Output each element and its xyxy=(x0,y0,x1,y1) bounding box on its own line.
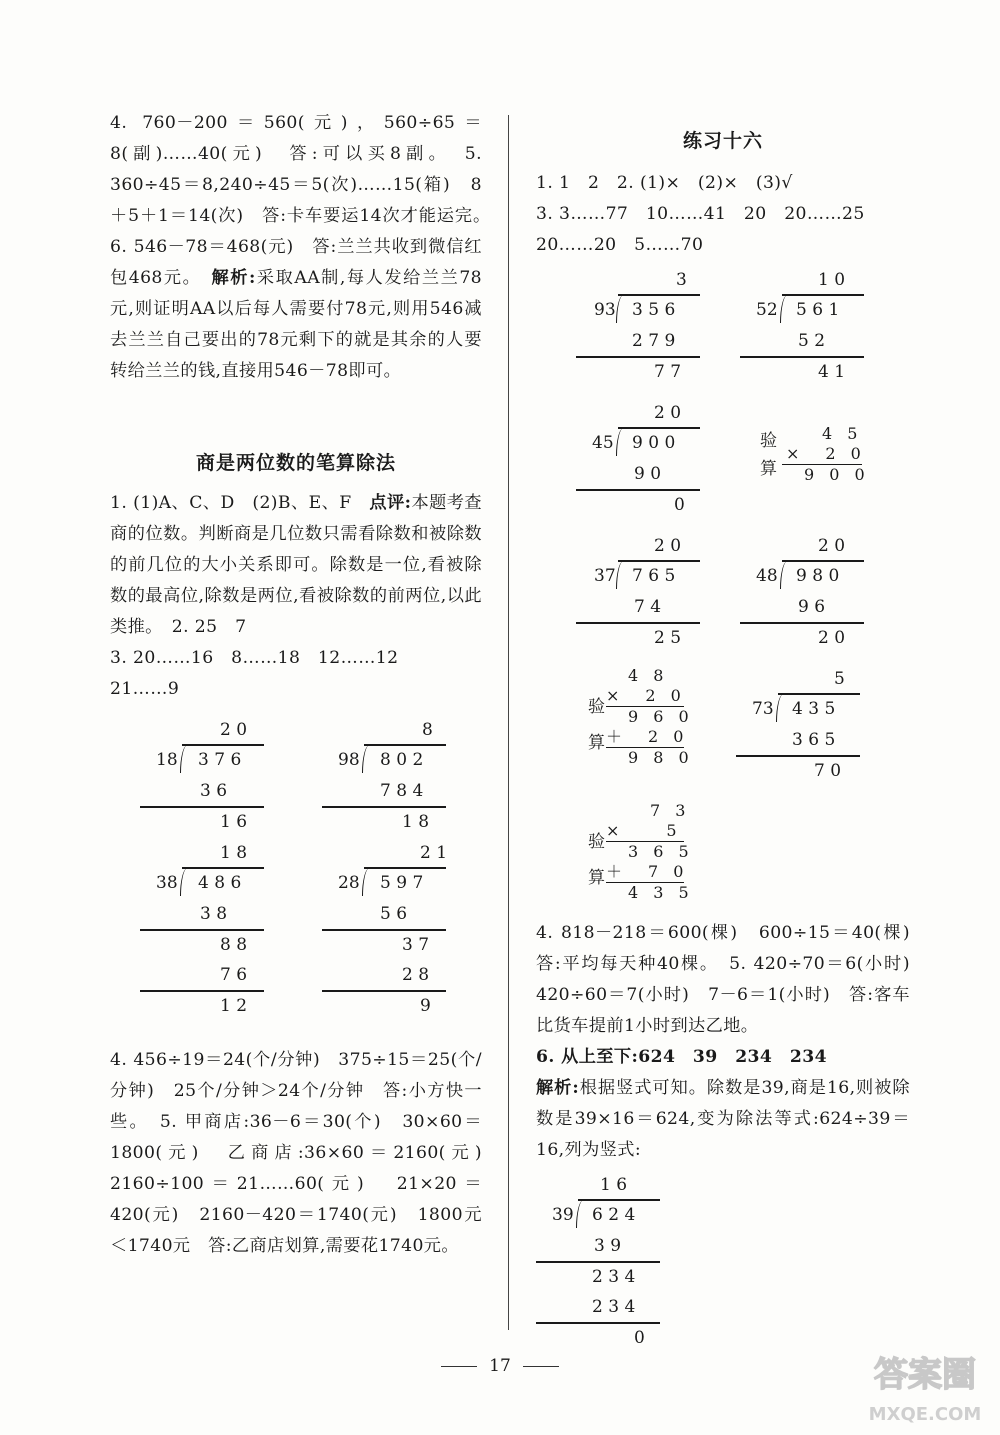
quotient: 2 0 xyxy=(654,403,682,423)
answer-line-6: 6. 从上至下:624 39 234 234 xyxy=(536,1047,827,1067)
long-division xyxy=(740,531,870,661)
subtrahend: 9 6 xyxy=(798,597,826,617)
right-column xyxy=(536,108,928,1356)
answer-paragraph-4: 4. 456÷19＝24(个/分钟) 375÷15＝25(个/分钟) 25个/分钟＞24个/分钟 答:小方快一些。 5. 甲商店:36－6＝30(个) 30×60＝1800(元) 乙商店:36×60＝2160(元) 2160÷100＝21……60(元) 21×20＝420(元) 2160－420＝1740(元) 1800元＜1740元 答:乙商店划算,需要花1740元。 xyxy=(110,1050,500,1256)
divisor: 18 xyxy=(156,750,178,770)
subtrahend: 3 6 5 xyxy=(792,730,836,750)
factor: 4 8 xyxy=(628,666,669,685)
analysis-label: 解析: xyxy=(536,1078,580,1098)
answer-line-3: 3. 20……16 8……18 12……12 xyxy=(110,648,399,668)
answer-paragraph-2 xyxy=(110,488,482,643)
long-division xyxy=(322,838,452,1028)
watermark-url: MXQE.COM xyxy=(868,1404,982,1425)
page-number-text: 17 xyxy=(489,1356,511,1376)
watermark-logo xyxy=(860,1340,990,1430)
dividend: 3 7 6 xyxy=(198,750,242,770)
subtrahend: 2 3 4 xyxy=(592,1297,636,1317)
verify-label: 算 xyxy=(588,868,605,888)
column-divider xyxy=(508,115,509,1330)
remainder: 7 0 xyxy=(814,761,842,781)
comment-text: 本题考查商的位数。判断商是几位数只需看除数和被除数的前几位的大小关系即可。除数是一位,看被除数的最高位,除数是两位,看被除数的前两位,以此类推。 2. 25 7 xyxy=(110,493,482,637)
product: 3 6 5 xyxy=(628,842,694,861)
remainder: 1 2 xyxy=(220,996,248,1016)
long-division xyxy=(736,664,866,794)
partial-remainder: 3 7 xyxy=(402,935,430,955)
answer-paragraph-4: 4. 818－218＝600(棵) 600÷15＝40(棵) 答:平均每天种40棵。 5. 420÷70＝6(小时) 420÷60＝7(小时) 7－6＝1(小时) 答:客车比货车提前1小时到达乙地。 xyxy=(536,923,928,1036)
dividend: 6 2 4 xyxy=(592,1205,636,1225)
verification xyxy=(760,426,870,496)
subtrahend: 3 9 xyxy=(594,1236,622,1256)
verification xyxy=(588,666,698,776)
answer-line-3b: 21……9 xyxy=(110,679,180,699)
subtrahend: 5 6 xyxy=(380,904,408,924)
left-column xyxy=(110,108,500,1262)
long-division xyxy=(140,838,270,1028)
quotient: 8 xyxy=(422,720,433,740)
remainder: 1 8 xyxy=(402,812,430,832)
dividend: 5 9 7 xyxy=(380,873,424,893)
section-heading: 练习十六 xyxy=(682,130,763,152)
divisor: 39 xyxy=(552,1205,574,1225)
answer-line-1: 1. 1 2 2. (1)× (2)× (3)√ xyxy=(536,173,793,193)
quotient: 1 8 xyxy=(220,843,248,863)
quotient: 2 0 xyxy=(818,536,846,556)
quotient: 2 1 xyxy=(420,843,448,863)
dividend: 5 6 1 xyxy=(796,300,840,320)
remainder: 1 6 xyxy=(220,812,248,832)
long-division xyxy=(576,265,706,395)
quotient: 5 xyxy=(834,669,845,689)
verify-label: 算 xyxy=(760,459,777,479)
long-division xyxy=(576,531,706,661)
dividend: 4 8 6 xyxy=(198,873,242,893)
remainder: 0 xyxy=(634,1328,645,1348)
sum: 4 3 5 xyxy=(628,883,694,902)
dividend: 9 0 0 xyxy=(632,433,676,453)
quotient: 2 0 xyxy=(220,720,248,740)
divisor: 45 xyxy=(592,433,614,453)
subtrahend: 5 2 xyxy=(798,331,826,351)
subtrahend: 7 6 xyxy=(220,965,248,985)
verify-label: 验 xyxy=(760,431,777,451)
dividend: 4 3 5 xyxy=(792,699,836,719)
partial-remainder: 2 3 4 xyxy=(592,1267,636,1287)
divisor: 48 xyxy=(756,566,778,586)
remainder: 7 7 xyxy=(654,362,682,382)
verification xyxy=(588,801,698,911)
quotient: 2 0 xyxy=(654,536,682,556)
remainder: 0 xyxy=(674,495,685,515)
subtrahend: 7 8 4 xyxy=(380,781,424,801)
dividend: 7 6 5 xyxy=(632,566,676,586)
answer-text: 4. 760－200＝560(元)，560÷65＝8(副)……40(元) 答:可以买8副。 5. 360÷45＝8,240÷45＝5(次)……15(箱) 8＋5＋1＝14(次) 答:卡车要运14次才能运完。 6. 546－78＝468(元) 答:兰兰共收到微信红包468元。 xyxy=(110,113,500,288)
long-division xyxy=(740,265,870,395)
product: 9 0 0 xyxy=(804,465,870,484)
dividend: 9 8 0 xyxy=(796,566,840,586)
long-division xyxy=(576,398,706,528)
verify-label: 算 xyxy=(588,733,605,753)
quotient: 3 xyxy=(676,270,687,290)
answer-paragraph-1 xyxy=(110,108,500,428)
answer-line-2: 3. 3……77 10……41 20 20……25 xyxy=(536,204,865,224)
divisor: 28 xyxy=(338,873,360,893)
divisor: 52 xyxy=(756,300,778,320)
dividend: 8 0 2 xyxy=(380,750,424,770)
verify-label: 验 xyxy=(588,697,605,717)
watermark-text: 答案圈 xyxy=(874,1355,976,1395)
quotient: 1 6 xyxy=(600,1175,628,1195)
analysis-paragraph xyxy=(536,1073,910,1166)
page-number xyxy=(0,1356,1000,1376)
subtrahend: 3 6 xyxy=(200,781,228,801)
long-division xyxy=(536,1170,666,1360)
partial-remainder: 8 8 xyxy=(220,935,248,955)
subtrahend: 2 7 9 xyxy=(632,331,676,351)
analysis-text: 采取AA制,每人发给兰兰78元,则证明AA以后每人需要付78元,则用546减去兰兰自己要出的78元剩下的就是其余的人要转给兰兰的钱,直接用546－78即可。 xyxy=(110,268,483,381)
section-heading: 商是两位数的笔算除法 xyxy=(195,452,396,474)
factor: 7 3 xyxy=(650,801,691,820)
comment-label: 点评: xyxy=(369,493,412,513)
addend: ＋ 7 0 xyxy=(606,862,689,881)
remainder: 2 0 xyxy=(818,628,846,648)
verify-label: 验 xyxy=(588,832,605,852)
factor: 4 5 xyxy=(822,424,863,443)
factor: × 5 xyxy=(606,821,682,840)
product: 9 6 0 xyxy=(628,707,694,726)
dividend: 3 5 6 xyxy=(632,300,676,320)
factor: × 2 0 xyxy=(606,686,686,705)
subtrahend: 7 4 xyxy=(634,597,662,617)
divisor: 93 xyxy=(594,300,616,320)
subtrahend: 9 0 xyxy=(634,464,662,484)
answer-text: 1. (1)A、C、D (2)B、E、F xyxy=(110,493,370,513)
addend: ＋ 2 0 xyxy=(606,727,689,746)
subtrahend: 2 8 xyxy=(402,965,430,985)
divisor: 37 xyxy=(594,566,616,586)
sum: 9 8 0 xyxy=(628,748,694,767)
long-division xyxy=(140,715,270,845)
divisor: 38 xyxy=(156,873,178,893)
analysis-text: 根据竖式可知。除数是39,商是16,则被除数是39×16＝624,变为除法等式:624÷39＝16,列为竖式: xyxy=(536,1078,911,1160)
long-division xyxy=(322,715,452,845)
remainder: 2 5 xyxy=(654,628,682,648)
factor: × 2 0 xyxy=(786,444,866,463)
divisor: 73 xyxy=(752,699,774,719)
subtrahend: 3 8 xyxy=(200,904,228,924)
remainder: 9 xyxy=(420,996,431,1016)
answer-line-3: 20……20 5……70 xyxy=(536,235,704,255)
analysis-label: 解析: xyxy=(211,268,256,288)
quotient: 1 0 xyxy=(818,270,846,290)
divisor: 98 xyxy=(338,750,360,770)
remainder: 4 1 xyxy=(818,362,846,382)
